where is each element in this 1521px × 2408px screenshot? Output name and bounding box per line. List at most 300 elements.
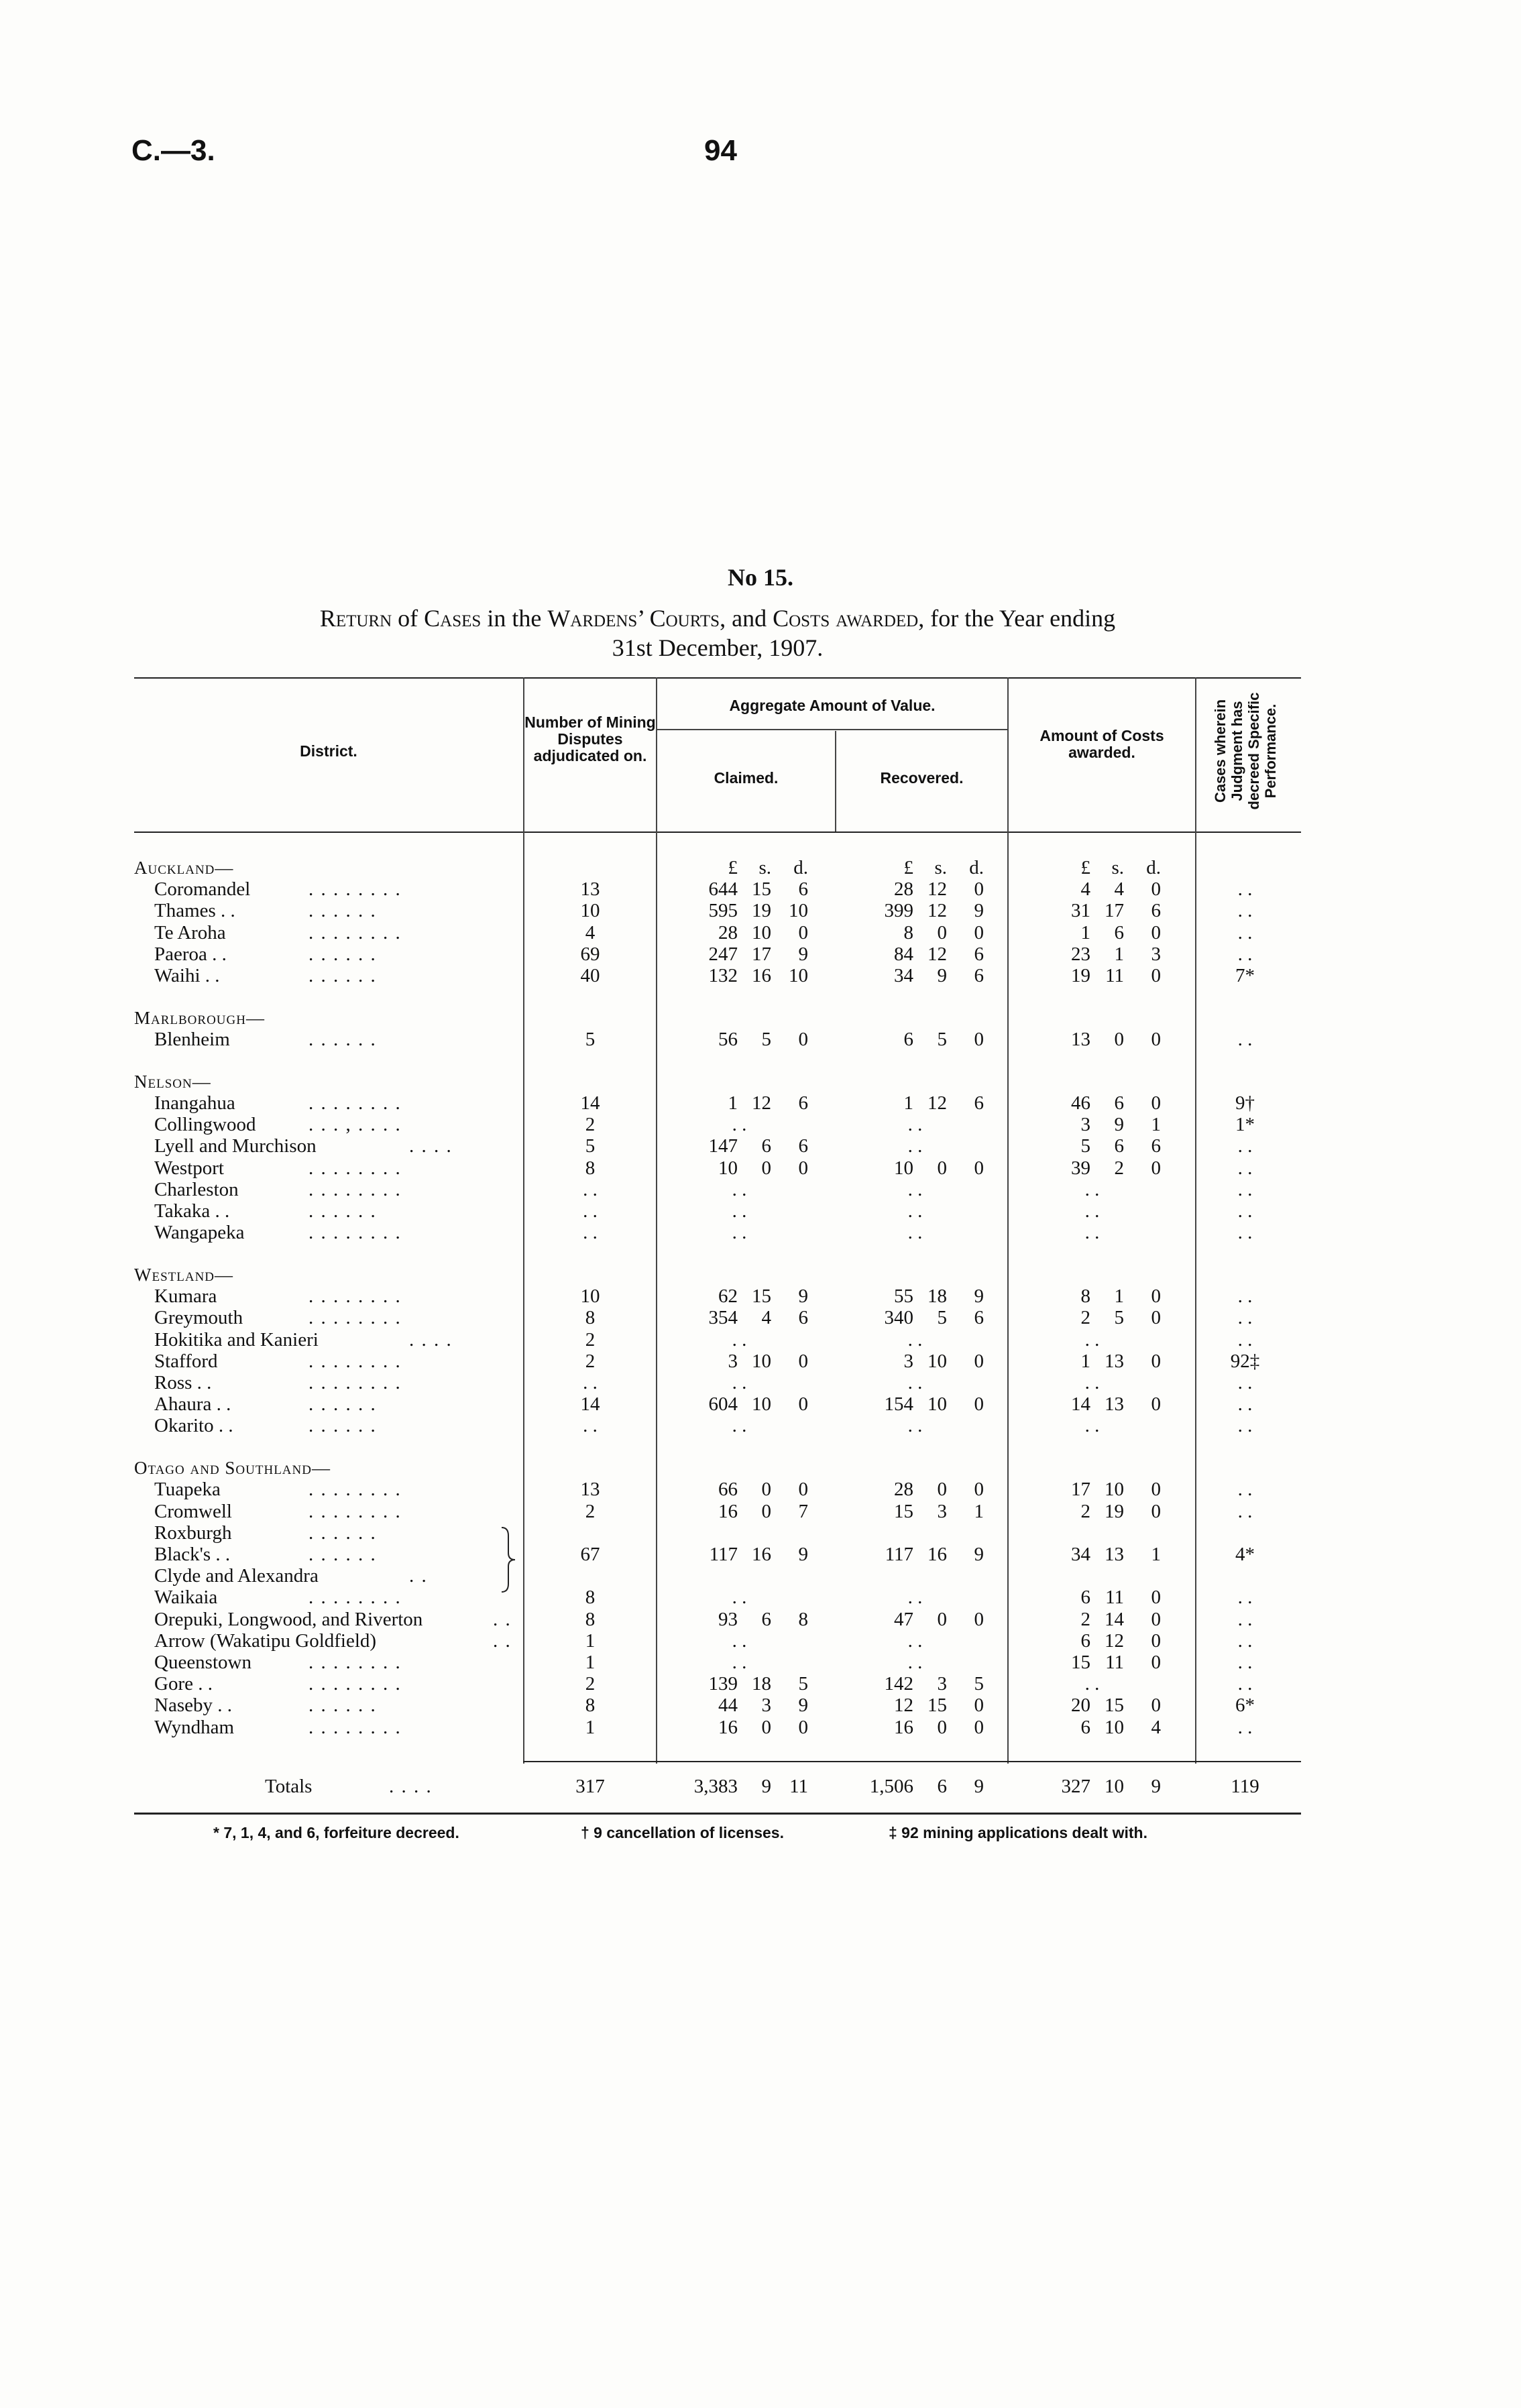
costs-amount-part: 2 (1114, 1157, 1124, 1179)
recovered-amount-part: 5 (974, 1673, 984, 1695)
recovered-amount: . . (907, 1328, 923, 1351)
dot-leader: . . . . . . . . (308, 1673, 402, 1695)
costs-amount-part: 19 (1105, 1500, 1124, 1522)
recovered-amount-part: 6 (974, 965, 984, 986)
costs-amount-part: 46 (1071, 1092, 1090, 1114)
totals-label: Totals (265, 1776, 313, 1797)
claimed-amount-part: 10 (789, 965, 808, 986)
disputes-count: 10 (580, 1285, 600, 1308)
recovered-amount (846, 1307, 984, 1328)
dot-leader: . . . . . . . . (308, 1500, 402, 1522)
recovered-amount-part: 10 (927, 1393, 947, 1416)
claimed-amount: . . (732, 1629, 747, 1652)
claimed-amount-part: 56 (718, 1028, 738, 1050)
costs-amount (1023, 943, 1161, 965)
specific-performance: . . (1237, 943, 1253, 965)
costs-amount-part: 13 (1105, 1393, 1124, 1416)
costs-amount: . . (1084, 1200, 1100, 1222)
district-name: Inangahua (154, 1092, 235, 1114)
section-heading: Auckland— (134, 858, 234, 878)
specific-performance: . . (1237, 1178, 1253, 1200)
recovered-amount-part: 12 (894, 1695, 913, 1717)
costs-amount (1023, 1501, 1161, 1522)
totals-claimed-part: 3,383 (693, 1776, 738, 1797)
footnote-applications: ‡ 92 mining applications dealt with. (889, 1824, 1147, 1841)
claimed-amount (671, 1609, 808, 1630)
recovered-amount (846, 1501, 984, 1522)
claimed-amount-part: 0 (798, 1028, 808, 1050)
costs-amount (1023, 1717, 1161, 1738)
district-name: Takaka . . (154, 1200, 230, 1222)
claimed-amount: . . (732, 1651, 747, 1673)
claimed-amount-part: 247 (708, 943, 738, 965)
specific-performance: . . (1237, 900, 1253, 922)
dot-leader: . . . . . . . . (308, 1285, 402, 1308)
totals-costs-part: 10 (1105, 1776, 1124, 1797)
recovered-amount (846, 922, 984, 943)
claimed-amount-part: 16 (752, 965, 771, 986)
totals-specific: 119 (1231, 1776, 1259, 1797)
costs-amount-part: 2 (1080, 1608, 1090, 1630)
claimed-amount-part: 3 (761, 1695, 771, 1717)
recovered-amount: . . (907, 1114, 923, 1136)
recovered-amount-part: 12 (927, 943, 947, 965)
district-name: Collingwood (154, 1114, 256, 1136)
recovered-amount (846, 1092, 984, 1114)
costs-amount-part: 20 (1071, 1695, 1090, 1717)
claimed-amount-part: 17 (752, 943, 771, 965)
costs-amount-part: 0 (1151, 1393, 1161, 1416)
costs-amount: . . (1084, 1222, 1100, 1244)
recovered-amount-part: 0 (974, 1393, 984, 1416)
dot-leader: . . . . . . (308, 1200, 377, 1222)
dot-leader: . . . . . . . . (308, 921, 402, 943)
claimed-amount (671, 1393, 808, 1415)
claimed-amount-part: 10 (789, 900, 808, 922)
costs-amount-part: 34 (1071, 1543, 1090, 1565)
costs-amount-part: 0 (1151, 1028, 1161, 1050)
money-units-0-part: d. (793, 857, 808, 878)
district-name: Naseby . . (154, 1695, 232, 1717)
claimed-amount-part: 93 (718, 1608, 738, 1630)
specific-performance: . . (1237, 1285, 1253, 1308)
costs-amount-part: 17 (1105, 900, 1124, 922)
recovered-amount-part: 28 (894, 1479, 913, 1501)
dot-leader: . . . . . . . . (308, 1307, 402, 1329)
costs-amount-part: 0 (1151, 1307, 1161, 1329)
recovered-amount (846, 1393, 984, 1415)
recovered-amount: . . (907, 1135, 923, 1157)
disputes-count: 40 (580, 965, 600, 986)
costs-amount-part: 6 (1080, 1587, 1090, 1609)
header-specific-performance: Cases wherein Judgment has decreed Specific Performance. (1211, 692, 1279, 810)
dot-leader: . . . . . . . . (308, 1178, 402, 1200)
claimed-amount-part: 16 (752, 1543, 771, 1565)
disputes-count: . . (583, 1200, 598, 1222)
totals-leader: . . . . (389, 1776, 433, 1797)
recovered-amount-part: 0 (937, 1157, 947, 1179)
costs-amount-part: 8 (1080, 1285, 1090, 1308)
rule-header-bottom (134, 832, 1301, 833)
district-name: Stafford (154, 1350, 218, 1372)
specific-performance: . . (1237, 1307, 1253, 1329)
disputes-count: 8 (585, 1608, 596, 1630)
district-name: Cromwell (154, 1500, 232, 1522)
report-code: C.—3. (131, 134, 215, 167)
claimed-amount-part: 6 (761, 1608, 771, 1630)
totals-costs-part: 327 (1061, 1776, 1090, 1797)
claimed-amount (671, 965, 808, 986)
disputes-count: 69 (580, 943, 600, 965)
recovered-amount-part: 3 (937, 1500, 947, 1522)
specific-performance: 1* (1235, 1114, 1255, 1136)
disputes-count: 10 (580, 900, 600, 922)
claimed-amount-part: 9 (798, 1543, 808, 1565)
costs-amount-part: 0 (1151, 1157, 1161, 1179)
costs-amount-part: 39 (1071, 1157, 1090, 1179)
dot-leader: . . . . (409, 1135, 453, 1157)
totals-claimed-part: 11 (789, 1776, 808, 1797)
specific-performance: . . (1237, 1415, 1253, 1437)
costs-amount (1023, 1351, 1161, 1372)
recovered-amount-part: 9 (974, 1543, 984, 1565)
claimed-amount-part: 0 (761, 1479, 771, 1501)
dot-leader: . . . . . . . . (308, 1157, 402, 1179)
costs-amount-part: 6 (1151, 1135, 1161, 1157)
header-costs: Amount of Costs awarded. (1039, 727, 1164, 761)
costs-amount-part: 12 (1105, 1629, 1124, 1652)
costs-amount: . . (1084, 1673, 1100, 1695)
costs-amount-part: 0 (1151, 1500, 1161, 1522)
recovered-amount-part: 6 (903, 1028, 913, 1050)
claimed-amount (671, 922, 808, 943)
disputes-count: 2 (585, 1500, 596, 1522)
district-name: Okarito . . (154, 1415, 233, 1437)
costs-amount (1023, 878, 1161, 900)
specific-performance: . . (1237, 1608, 1253, 1630)
recovered-amount-part: 340 (884, 1307, 913, 1329)
costs-amount-part: 0 (1114, 1028, 1124, 1050)
disputes-count: 8 (585, 1307, 596, 1329)
recovered-amount-part: 12 (927, 1092, 947, 1114)
money-units-0-part: £ (728, 857, 738, 878)
specific-performance: . . (1237, 1157, 1253, 1179)
costs-amount-part: 9 (1114, 1114, 1124, 1136)
claimed-amount (671, 878, 808, 900)
dot-leader: . . . . . . (308, 1393, 377, 1416)
disputes-count: 14 (580, 1393, 600, 1416)
disputes-count: 1 (585, 1716, 596, 1738)
disputes-count: 2 (585, 1328, 596, 1351)
costs-amount-part: 0 (1151, 965, 1161, 986)
recovered-amount-part: 142 (884, 1673, 913, 1695)
district-name: Thames . . (154, 900, 235, 922)
claimed-amount-part: 0 (798, 921, 808, 943)
claimed-amount-part: 19 (752, 900, 771, 922)
title-line-1: Return of Cases in the Wardens’ Courts, and Costs awarded, for the Year ending (319, 605, 1116, 632)
section-heading: Nelson— (134, 1071, 211, 1092)
district-name: Ahaura . . (154, 1393, 231, 1416)
disputes-count: 4 (585, 921, 596, 943)
recovered-amount-part: 16 (894, 1716, 913, 1738)
recovered-amount (846, 965, 984, 986)
claimed-amount-part: 8 (798, 1608, 808, 1630)
recovered-amount-part: 6 (974, 943, 984, 965)
costs-amount-part: 0 (1151, 1092, 1161, 1114)
costs-amount-part: 0 (1151, 1479, 1161, 1501)
recovered-amount-part: 12 (927, 878, 947, 901)
disputes-count: . . (583, 1178, 598, 1200)
costs-amount (1023, 1114, 1161, 1135)
district-name: Roxburgh (154, 1522, 232, 1544)
claimed-amount-part: 3 (728, 1350, 738, 1372)
claimed-amount-part: 604 (708, 1393, 738, 1416)
disputes-count: 13 (580, 878, 600, 901)
rule-top (134, 677, 1301, 679)
claimed-amount-part: 595 (708, 900, 738, 922)
recovered-amount-part: 16 (927, 1543, 947, 1565)
recovered-amount-part: 10 (927, 1350, 947, 1372)
claimed-amount (671, 1717, 808, 1738)
recovered-amount-part: 12 (927, 900, 947, 922)
recovered-amount-part: 9 (974, 1285, 984, 1308)
costs-amount-part: 6 (1151, 900, 1161, 922)
claimed-amount-part: 15 (752, 1285, 771, 1308)
costs-amount-part: 6 (1114, 921, 1124, 943)
recovered-amount-part: 3 (937, 1673, 947, 1695)
totals-recovered-part: 6 (937, 1776, 947, 1797)
claimed-amount-part: 1 (728, 1092, 738, 1114)
disputes-count: 8 (585, 1157, 596, 1179)
specific-performance: . . (1237, 1479, 1253, 1501)
section-heading: Otago and Southland— (134, 1458, 331, 1479)
costs-amount (1023, 1135, 1161, 1157)
money-units-1-part: £ (903, 857, 913, 878)
specific-performance: . . (1237, 1587, 1253, 1609)
costs-amount (1023, 1695, 1161, 1716)
totals-claimed (671, 1776, 808, 1797)
claimed-amount-part: 0 (798, 1157, 808, 1179)
claimed-amount-part: 66 (718, 1479, 738, 1501)
dot-leader: . . . . . . . . (308, 1651, 402, 1673)
specific-performance: . . (1237, 1200, 1253, 1222)
costs-amount-part: 4 (1114, 878, 1124, 901)
dot-leader: . . . . . . . . (308, 1479, 402, 1501)
costs-amount-part: 0 (1151, 878, 1161, 901)
costs-amount-part: 1 (1151, 1114, 1161, 1136)
claimed-amount-part: 7 (798, 1500, 808, 1522)
district-name: Clyde and Alexandra (154, 1565, 319, 1587)
claimed-amount (671, 1157, 808, 1179)
claimed-amount (671, 1695, 808, 1716)
recovered-amount-part: 1 (974, 1500, 984, 1522)
money-units-2-part: d. (1146, 857, 1161, 878)
claimed-amount: . . (732, 1328, 747, 1351)
recovered-amount-part: 0 (937, 921, 947, 943)
claimed-amount (671, 1092, 808, 1114)
recovered-amount: . . (907, 1651, 923, 1673)
dot-leader: . . . . . . (308, 1028, 377, 1050)
costs-amount-part: 14 (1105, 1608, 1124, 1630)
district-name: Ross . . (154, 1371, 212, 1393)
recovered-amount-part: 0 (974, 921, 984, 943)
disputes-count: 2 (585, 1114, 596, 1136)
recovered-amount: . . (907, 1415, 923, 1437)
claimed-amount: . . (732, 1371, 747, 1393)
district-name: Tuapeka (154, 1479, 221, 1501)
recovered-amount (846, 943, 984, 965)
recovered-amount: . . (907, 1371, 923, 1393)
recovered-amount-part: 84 (894, 943, 913, 965)
money-units-1 (846, 857, 984, 878)
recovered-amount-part: 117 (885, 1543, 913, 1565)
claimed-amount-part: 10 (752, 921, 771, 943)
costs-amount-part: 14 (1071, 1393, 1090, 1416)
recovered-amount-part: 0 (937, 1608, 947, 1630)
claimed-amount-part: 6 (798, 878, 808, 901)
money-units-0 (671, 857, 808, 878)
costs-amount-part: 0 (1151, 921, 1161, 943)
col-line-4 (1007, 677, 1009, 1764)
costs-amount-part: 23 (1071, 943, 1090, 965)
costs-amount (1023, 1285, 1161, 1307)
totals-disputes: 317 (575, 1776, 605, 1797)
claimed-amount-part: 10 (752, 1350, 771, 1372)
recovered-amount-part: 0 (974, 1608, 984, 1630)
costs-amount-part: 1 (1114, 943, 1124, 965)
costs-amount-part: 13 (1105, 1543, 1124, 1565)
recovered-amount (846, 1717, 984, 1738)
district-name: Wangapeka (154, 1222, 245, 1244)
costs-amount-part: 11 (1105, 965, 1124, 986)
specific-performance: 7* (1235, 965, 1255, 986)
costs-amount (1023, 1544, 1161, 1565)
claimed-amount (671, 900, 808, 921)
costs-amount-part: 10 (1105, 1479, 1124, 1501)
costs-amount-part: 0 (1151, 1651, 1161, 1673)
costs-amount-part: 6 (1080, 1716, 1090, 1738)
claimed-amount-part: 0 (798, 1716, 808, 1738)
district-name: Coromandel (154, 878, 251, 901)
costs-amount-part: 2 (1080, 1500, 1090, 1522)
recovered-amount: . . (907, 1222, 923, 1244)
costs-amount-part: 0 (1151, 1587, 1161, 1609)
recovered-amount-part: 6 (974, 1092, 984, 1114)
footnote-cancellation: † 9 cancellation of licenses. (581, 1824, 784, 1841)
costs-amount-part: 15 (1071, 1651, 1090, 1673)
costs-amount (1023, 965, 1161, 986)
header-recovered: Recovered. (880, 769, 964, 787)
specific-performance: . . (1237, 1716, 1253, 1738)
district-name: Waikaia (154, 1587, 218, 1609)
recovered-amount (846, 1351, 984, 1372)
district-name: Kumara (154, 1285, 217, 1308)
claimed-amount-part: 0 (761, 1716, 771, 1738)
claimed-amount-part: 12 (752, 1092, 771, 1114)
disputes-count: 14 (580, 1092, 600, 1114)
recovered-amount (846, 900, 984, 921)
district-name: Greymouth (154, 1307, 243, 1329)
recovered-amount-part: 0 (974, 878, 984, 901)
costs-amount: . . (1084, 1328, 1100, 1351)
dot-leader: . . . . . . . . (308, 1222, 402, 1244)
recovered-amount: . . (907, 1587, 923, 1609)
recovered-amount-part: 3 (903, 1350, 913, 1372)
recovered-amount-part: 15 (927, 1695, 947, 1717)
recovered-amount: . . (907, 1178, 923, 1200)
claimed-amount (671, 1307, 808, 1328)
specific-performance: . . (1237, 1328, 1253, 1351)
recovered-amount-part: 18 (927, 1285, 947, 1308)
claimed-amount-part: 18 (752, 1673, 771, 1695)
claimed-amount: . . (732, 1200, 747, 1222)
table-title (134, 604, 1301, 663)
claimed-amount-part: 6 (798, 1092, 808, 1114)
claimed-amount (671, 1673, 808, 1695)
claimed-amount-part: 139 (708, 1673, 738, 1695)
disputes-count: . . (583, 1222, 598, 1244)
recovered-amount-part: 5 (937, 1307, 947, 1329)
recovered-amount-part: 0 (937, 1479, 947, 1501)
table-number: No 15. (728, 564, 793, 591)
claimed-amount-part: 117 (709, 1543, 738, 1565)
specific-performance: . . (1237, 1393, 1253, 1416)
claimed-amount-part: 644 (708, 878, 738, 901)
claimed-amount (671, 1501, 808, 1522)
claimed-amount: . . (732, 1222, 747, 1244)
totals-costs-part: 9 (1151, 1776, 1161, 1797)
totals-recovered-part: 1,506 (869, 1776, 913, 1797)
specific-performance: . . (1237, 1371, 1253, 1393)
dot-leader: . . . . . . . . (308, 1371, 402, 1393)
money-units-0-part: s. (758, 857, 771, 878)
claimed-amount-part: 0 (761, 1500, 771, 1522)
dot-leader: . . . . . . . . (308, 878, 402, 901)
money-units-2-part: £ (1080, 857, 1090, 878)
dot-leader: . . . . . . (308, 1543, 377, 1565)
district-name: Lyell and Murchison (154, 1135, 317, 1157)
dot-leader: . . (493, 1629, 512, 1652)
costs-amount-part: 31 (1071, 900, 1090, 922)
claimed-amount-part: 6 (761, 1135, 771, 1157)
section-heading: Westland— (134, 1264, 234, 1285)
dot-leader: . . . . . . . . (308, 1350, 402, 1372)
costs-amount (1023, 1307, 1161, 1328)
costs-amount-part: 6 (1114, 1135, 1124, 1157)
district-name: Westport (154, 1157, 224, 1179)
claimed-amount (671, 1351, 808, 1372)
district-name: Blenheim (154, 1028, 230, 1050)
claimed-amount (671, 1029, 808, 1050)
costs-amount: . . (1084, 1371, 1100, 1393)
claimed-amount-part: 16 (718, 1716, 738, 1738)
costs-amount-part: 3 (1080, 1114, 1090, 1136)
recovered-amount-part: 0 (974, 1479, 984, 1501)
dot-leader: . . . . . . . . (308, 1092, 402, 1114)
money-units-1-part: s. (934, 857, 947, 878)
recovered-amount: . . (907, 1200, 923, 1222)
specific-performance: 9† (1235, 1092, 1255, 1114)
costs-amount-part: 4 (1080, 878, 1090, 901)
district-name: Arrow (Wakatipu Goldfield) (154, 1629, 377, 1652)
money-units-1-part: d. (969, 857, 984, 878)
costs-amount (1023, 900, 1161, 921)
specific-performance: 92‡ (1230, 1350, 1260, 1372)
costs-amount-part: 3 (1151, 943, 1161, 965)
claimed-amount-part: 9 (798, 1285, 808, 1308)
specific-performance: . . (1237, 878, 1253, 901)
costs-amount (1023, 1609, 1161, 1630)
